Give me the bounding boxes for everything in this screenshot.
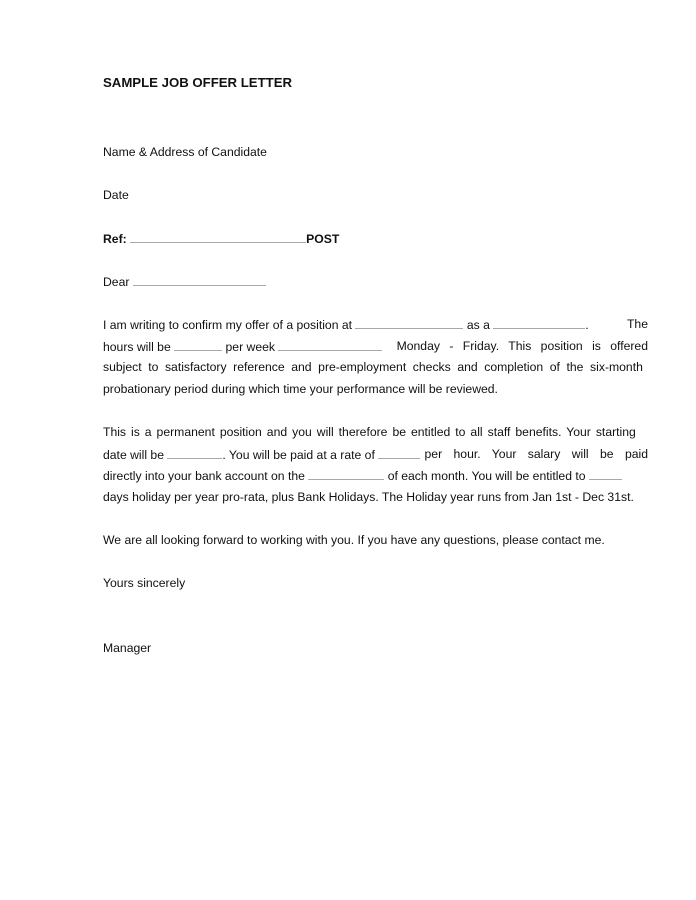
- document-title: SAMPLE JOB OFFER LETTER: [103, 75, 293, 90]
- salutation-line: [103, 273, 266, 290]
- para1-line1: [103, 316, 648, 333]
- para2-line3: [103, 467, 622, 484]
- para1-line3: subject to satisfactory reference and pre-employment checks and completion of the six-month: [103, 360, 643, 374]
- text: hours will be: [103, 340, 171, 354]
- ref-post-label: POST: [306, 232, 340, 246]
- text: . You will be paid at a rate of: [222, 448, 375, 462]
- text: as a: [466, 318, 490, 332]
- para1-line4: probationary period during which time your performance will be reviewed.: [103, 382, 498, 396]
- company-name-blank-field[interactable]: [355, 316, 463, 329]
- para2-line4: days holiday per year pro-rata, plus Bank Holidays. The Holiday year runs from Jan 1st - Dec 31st.: [103, 490, 634, 504]
- start-date-blank-field[interactable]: [167, 446, 222, 459]
- closing: Yours sincerely: [103, 576, 186, 590]
- schedule-blank-field[interactable]: [278, 338, 382, 351]
- ref-label: Ref:: [103, 232, 127, 246]
- dear-label: Dear: [103, 275, 130, 289]
- recipient-name-blank-field[interactable]: [133, 273, 266, 286]
- text: date will be: [103, 448, 164, 462]
- date-label: Date: [103, 188, 129, 202]
- text: directly into your bank account on the: [103, 469, 305, 483]
- hours-blank-field[interactable]: [174, 338, 222, 351]
- text: Monday - Friday. This position is offered: [396, 339, 648, 353]
- para1-line2: [103, 338, 648, 355]
- pay-rate-blank-field[interactable]: [378, 446, 420, 459]
- holiday-days-blank-field[interactable]: [589, 467, 622, 480]
- para2-line2: [103, 446, 648, 463]
- ref-blank-field[interactable]: [130, 230, 306, 243]
- candidate-name-address-label: Name & Address of Candidate: [103, 145, 267, 159]
- text: per week: [225, 340, 275, 354]
- ref-line: [103, 230, 339, 247]
- para2-line1: This is a permanent position and you will therefore be entitled to all staff benefits. Your starting: [103, 425, 636, 439]
- text: The: [626, 317, 648, 331]
- signature-manager: Manager: [103, 641, 152, 655]
- text: of each month. You will be entitled to: [387, 469, 586, 483]
- text: I am writing to confirm my offer of a position at: [103, 318, 353, 332]
- para3: We are all looking forward to working with you. If you have any questions, please contact me.: [103, 533, 605, 547]
- text: per hour. Your salary will be paid: [424, 447, 648, 461]
- text: .: [585, 318, 589, 332]
- job-title-blank-field[interactable]: [493, 316, 585, 329]
- pay-day-blank-field[interactable]: [308, 467, 384, 480]
